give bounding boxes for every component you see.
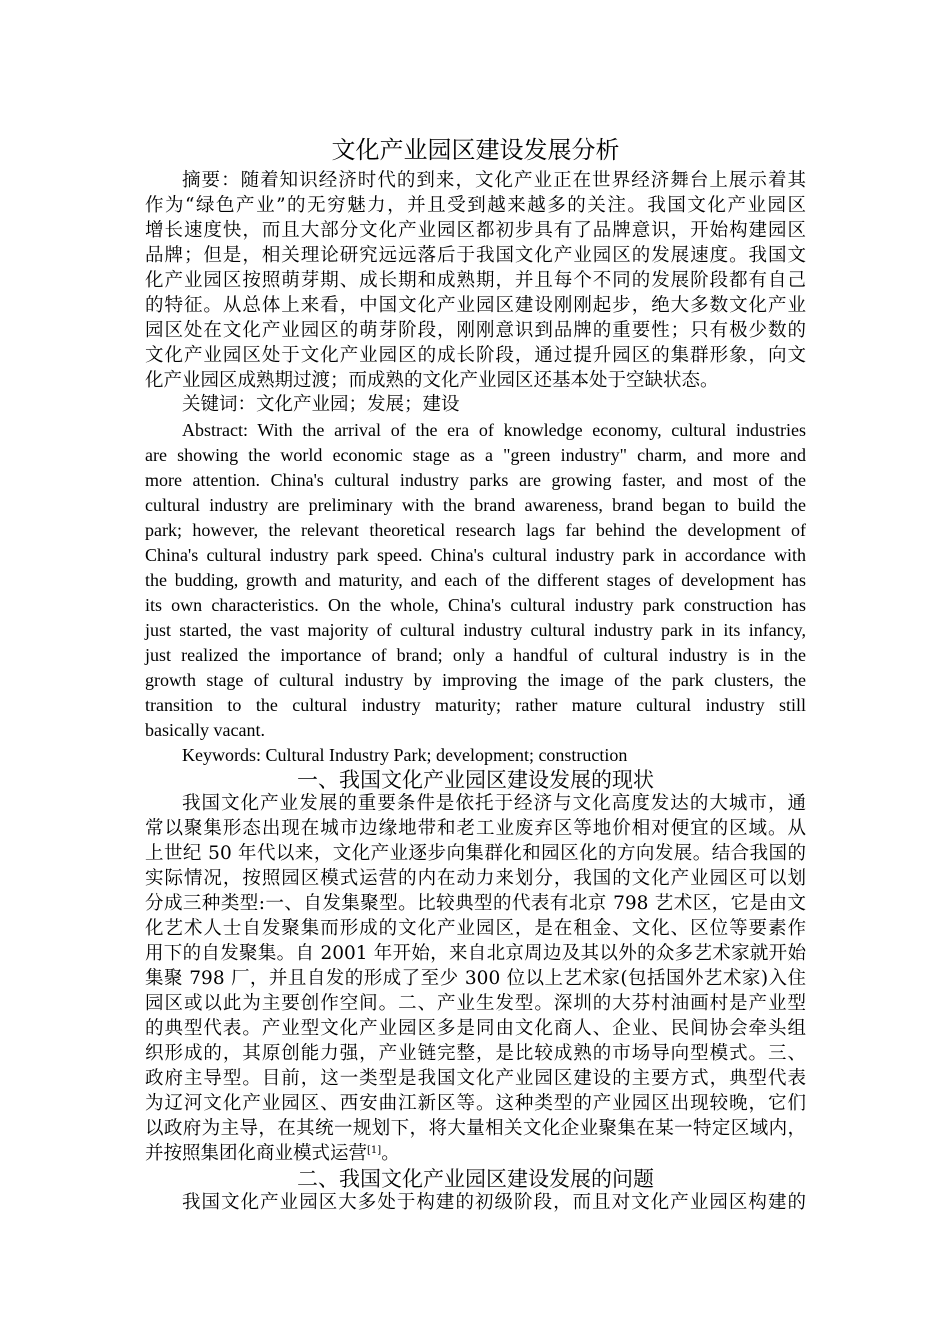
- keywords-text: 文化产业园；发展；建设: [256, 394, 460, 416]
- section-2-heading: 二、我国文化产业园区建设发展的问题: [297, 1166, 654, 1191]
- line-text: 分成三种类型:一、自发集聚型。比较典型的代表有北京 798 艺术区，它是由文: [145, 893, 806, 915]
- section-2-body: [145, 1191, 806, 1216]
- text-line: [145, 518, 806, 543]
- line-text: 我国文化产业园区大多处于构建的初级阶段，而且对文化产业园区构建的: [182, 1192, 806, 1214]
- line-text: 政府主导型。目前，这一类型是我国文化产业园区建设的主要方式，典型代表: [145, 1067, 806, 1089]
- line-text: 作为“绿色产业”的无穷魅力，并且受到越来越多的关注。我国文化产业园区: [145, 194, 806, 216]
- text-line: [145, 992, 806, 1017]
- text-line: [145, 568, 806, 593]
- text-line: [145, 169, 806, 194]
- citation-ref[interactable]: [1]: [367, 1144, 382, 1156]
- line-text: 织形成的，其原创能力强，产业链完整，是比较成熟的市场导向型模式。三、: [145, 1042, 806, 1064]
- abstract-label: 摘要：: [182, 170, 241, 191]
- line-text: transition to the cultural industry maturity; rather mature cultural industry still: [145, 694, 806, 715]
- text-line: [145, 1067, 806, 1092]
- line-text: are showing the world economic stage as a "green industry" charm, and more and: [145, 445, 806, 466]
- line-text: park; however, the relevant theoretical research lags far behind the development of: [145, 520, 806, 541]
- line-text: 品牌；但是，相关理论研究远远落后于我国文化产业园区的发展速度。我国文: [145, 244, 806, 266]
- text-line: [145, 1042, 806, 1067]
- line-text: 园区或以此为主要创作空间。二、产业生发型。深圳的大芬村油画村是产业型: [145, 992, 806, 1014]
- line-text: 我国文化产业发展的重要条件是依托于经济与文化高度发达的大城市，通: [182, 793, 806, 815]
- text-line: [145, 817, 806, 842]
- text-line: [145, 867, 806, 892]
- text-line: [145, 418, 806, 443]
- line-text: China's cultural industry park speed. China's cultural industry park in accordance with: [145, 545, 806, 566]
- line-text: 实际情况，按照园区模式运营的内在动力来划分，我国的文化产业园区可以划: [145, 868, 806, 890]
- text-line: [145, 219, 806, 244]
- line-text: just started, the vast majority of cultural industry cultural industry park in its infancy,: [145, 619, 806, 640]
- line-text: 增长速度快，而且大部分文化产业园区都初步具有了品牌意识，开始构建园区: [145, 219, 806, 241]
- text-line: [145, 194, 806, 219]
- text-line: [145, 1017, 806, 1042]
- text-line: [145, 842, 806, 867]
- line-text: cultural industry are preliminary with the brand awareness, brand began to build the: [145, 495, 806, 516]
- text-line: [145, 1117, 806, 1142]
- text-line: [145, 668, 806, 693]
- line-text: 为辽河文化产业园区、西安曲江新区等。这种类型的产业园区出现较晚，它们: [145, 1092, 806, 1114]
- line-text: 用下的自发聚集。自 2001 年开始，来自北京周边及其以外的众多艺术家就开始: [145, 943, 806, 965]
- line-text: growth stage of cultural industry by improving the image of the park clusters, the: [145, 669, 806, 690]
- abstract-english: [145, 418, 806, 742]
- line-text: the budding, growth and maturity, and each of the different stages of development has: [145, 570, 806, 590]
- line-text: 常以聚集形态出现在城市边缘地带和老工业废弃区等地价相对便宜的区域。从: [145, 818, 806, 840]
- text-line: [145, 443, 806, 468]
- text: 并按照集团化商业模式运营: [145, 1142, 368, 1164]
- section-1-body: [145, 792, 806, 1141]
- line-text: 化产业园区成熟期过渡；而成熟的文化产业园区还基本处于空缺状态。: [145, 369, 719, 391]
- text-line: [145, 693, 806, 718]
- line-text: just realized the importance of brand; only a handful of cultural industry is in the: [145, 644, 806, 665]
- text-line: [145, 792, 806, 817]
- line-text: its own characteristics. On the whole, China's cultural industry park construction has: [145, 594, 806, 615]
- line-text: 文化产业园区处于文化产业园区的成长阶段，通过提升园区的集群形象，向文: [145, 344, 806, 366]
- text-line: [145, 892, 806, 917]
- document-title: 文化产业园区建设发展分析: [331, 136, 620, 164]
- line-text: 园区处在文化产业园区的萌芽阶段，刚刚意识到品牌的重要性；只有极少数的: [145, 319, 806, 341]
- abstract-chinese: [145, 169, 806, 393]
- text-line: [145, 1092, 806, 1117]
- line-text: 的典型代表。产业型文化产业园区多是同由文化商人、企业、民间协会牵头组: [145, 1017, 806, 1039]
- text-line: [145, 244, 806, 269]
- text-line: [145, 543, 806, 568]
- text-line: [145, 643, 806, 668]
- text-line: [145, 593, 806, 618]
- text-line: [145, 493, 806, 518]
- line-text: more attention. China's cultural industry parks are growing faster, and most of the: [145, 470, 806, 491]
- line-text: 上世纪 50 年代以来，文化产业逐步向集群化和园区化的方向发展。结合我国的: [145, 843, 806, 865]
- text-line: [145, 942, 806, 967]
- text-line: [145, 917, 806, 942]
- line-text: 的特征。从总体上来看，中国文化产业园区建设刚刚起步，绝大多数文化产业: [145, 294, 806, 316]
- document-page: [145, 133, 806, 1216]
- line-text: Abstract: With the arrival of the era of knowledge economy, cultural industries: [182, 420, 806, 441]
- text-line: [145, 294, 806, 319]
- text-line: [145, 468, 806, 493]
- line-text: 化艺术人士自发聚集而形成的文化产业园区，是在租金、文化、区位等要素作: [145, 918, 806, 940]
- section-1-heading: 一、我国文化产业园区建设发展的现状: [297, 767, 654, 792]
- line-text: 随着知识经济时代的到来，文化产业正在世界经济舞台上展示着其: [240, 170, 806, 191]
- text-line: [145, 369, 806, 394]
- text-line: [145, 1191, 806, 1216]
- text-line: [145, 269, 806, 294]
- text-line: [145, 319, 806, 344]
- section-1-last-line: [145, 1142, 806, 1167]
- text-line: [145, 718, 806, 743]
- line-text: 以政府为主导，在其统一规划下，将大量相关文化企业聚集在某一特定区域内，: [145, 1117, 806, 1139]
- line-text: basically vacant.: [145, 719, 265, 740]
- keywords-label: 关键词：: [182, 394, 257, 416]
- text: 。: [381, 1142, 400, 1164]
- keywords-chinese: [145, 393, 806, 418]
- keywords-english: Keywords: Cultural Industry Park; development; construction: [182, 744, 628, 765]
- text-line: [145, 344, 806, 369]
- line-text: 集聚 798 厂，并且自发的形成了至少 300 位以上艺术家(包括国外艺术家)入住: [145, 968, 806, 989]
- text-line: [145, 967, 806, 992]
- line-text: 化产业园区按照萌芽期、成长期和成熟期，并且每个不同的发展阶段都有自己: [145, 269, 806, 291]
- text-line: [145, 618, 806, 643]
